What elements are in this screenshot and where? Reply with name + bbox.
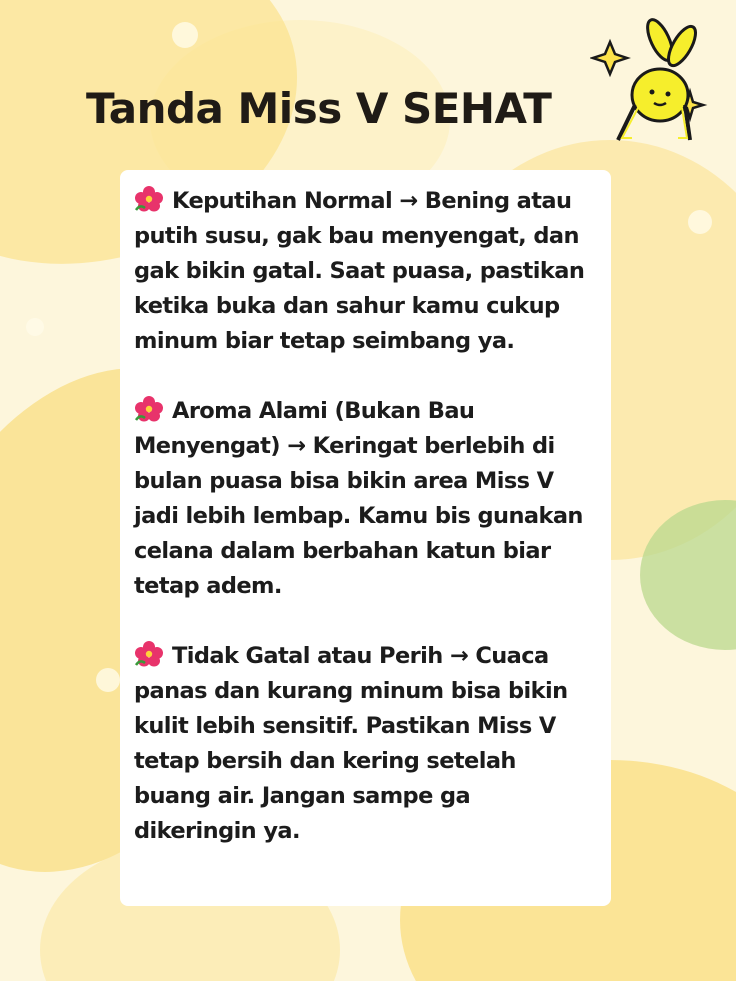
item-text: Aroma Alami (Bukan Bau Menyengat) → Keringat berlebih di bulan puasa bisa bikin area Miss V jadi lebih lembap. Kamu bis gunakan celana dalam berbahan katun biar tetap adem. [134, 398, 583, 599]
list-item [134, 184, 597, 359]
item-text: Tidak Gatal atau Perih → Cuaca panas dan kurang minum bisa bikin kulit lebih sensitif. Pastikan Miss V tetap bersih dan kering setelah buang air. Jangan sampe ga dikeringin ya. [134, 643, 568, 844]
list-item [134, 639, 597, 849]
bunny-mascot-icon [590, 10, 710, 145]
bg-dot [172, 22, 198, 48]
list-item [134, 394, 597, 604]
page-title: Tanda Miss V SEHAT [86, 84, 552, 133]
bg-dot [96, 668, 120, 692]
bg-dot [688, 210, 712, 234]
bg-dot [26, 318, 44, 336]
hibiscus-icon [134, 641, 172, 667]
item-text: Keputihan Normal → Bening atau putih susu, gak bau menyengat, dan gak bikin gatal. Saat puasa, pastikan ketika buka dan sahur kamu cukup minum biar tetap seimbang ya. [134, 188, 585, 354]
hibiscus-icon [134, 396, 172, 422]
content-card [120, 170, 611, 906]
hibiscus-icon [134, 186, 172, 212]
